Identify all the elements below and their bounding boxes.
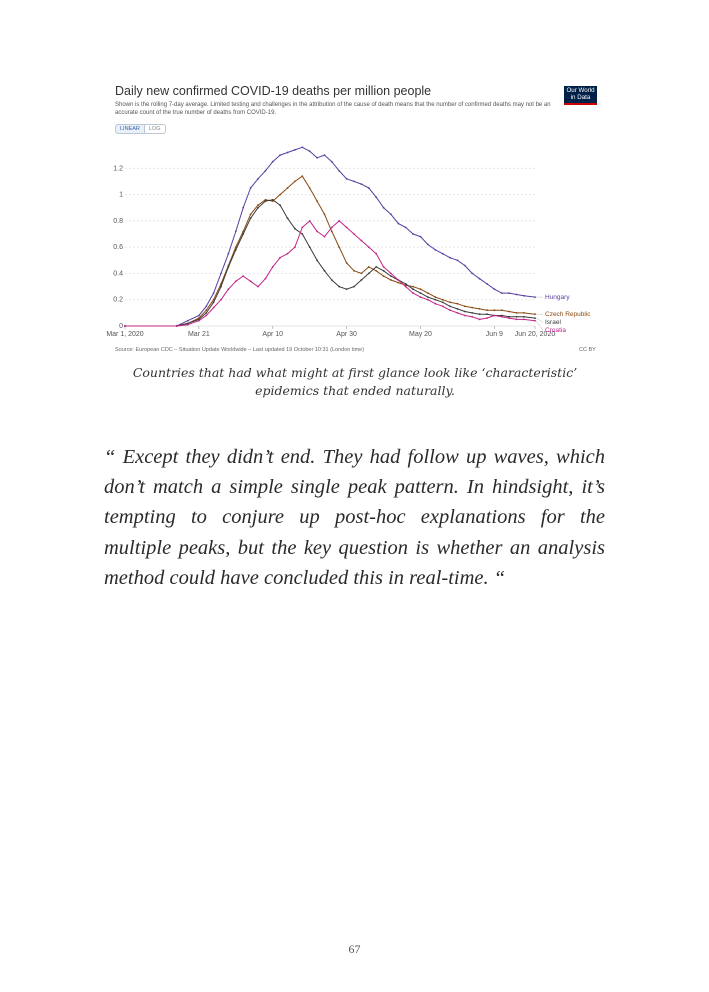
- data-point: [220, 286, 222, 288]
- data-point: [523, 319, 525, 321]
- linear-scale-button[interactable]: LINEAR: [115, 124, 145, 134]
- data-point: [213, 307, 215, 309]
- data-point: [338, 286, 340, 288]
- legend-connector: [536, 318, 543, 322]
- x-tick-label: Jun 9: [485, 331, 503, 338]
- y-tick-label: 0.6: [113, 244, 123, 252]
- data-point: [368, 187, 370, 189]
- data-point: [220, 273, 222, 275]
- data-point: [523, 316, 525, 318]
- data-point: [301, 146, 303, 148]
- data-point: [523, 295, 525, 297]
- data-point: [331, 279, 333, 281]
- data-point: [471, 316, 473, 318]
- data-point: [228, 288, 230, 290]
- data-point: [294, 228, 296, 230]
- data-point: [457, 303, 459, 305]
- data-point: [464, 315, 466, 317]
- data-point: [375, 270, 377, 272]
- data-point: [471, 307, 473, 309]
- data-point: [534, 317, 536, 319]
- x-tick-label: Apr 10: [262, 331, 284, 338]
- data-point: [353, 286, 355, 288]
- data-point: [516, 294, 518, 296]
- data-point: [361, 240, 363, 242]
- legend-label-croatia: Croatia: [545, 327, 566, 335]
- x-tick-label: May 20: [409, 331, 432, 338]
- data-point: [427, 292, 429, 294]
- data-point: [494, 309, 496, 311]
- data-point: [324, 154, 326, 156]
- data-point: [508, 317, 510, 319]
- data-point: [250, 213, 252, 215]
- data-point: [250, 280, 252, 282]
- data-point: [486, 283, 488, 285]
- data-point: [257, 207, 259, 209]
- data-point: [316, 231, 318, 233]
- data-point: [205, 315, 207, 317]
- data-point: [442, 253, 444, 255]
- data-point: [486, 313, 488, 315]
- data-point: [501, 292, 503, 294]
- chart-license[interactable]: CC BY: [579, 347, 596, 353]
- data-point: [390, 279, 392, 281]
- data-point: [508, 292, 510, 294]
- data-point: [412, 233, 414, 235]
- data-point: [309, 246, 311, 248]
- data-point: [457, 312, 459, 314]
- y-tick-label: 0.8: [113, 217, 123, 225]
- data-point: [442, 305, 444, 307]
- data-point: [464, 265, 466, 267]
- data-point: [279, 257, 281, 259]
- data-point: [486, 317, 488, 319]
- figure-caption: Countries that had what might at first glance look like ‘characteristic’ epidemics that ended naturally.: [132, 365, 578, 398]
- legend-label-czech-republic: Czech Republic: [545, 311, 591, 319]
- chart-source: Source: European CDC – Situation Update Worldwide – Last updated 19 October 10:31 (London time): [115, 347, 365, 353]
- data-point: [228, 253, 230, 255]
- data-point: [368, 246, 370, 248]
- owid-logo: Our World in Data: [564, 86, 597, 105]
- data-point: [375, 253, 377, 255]
- data-point: [464, 305, 466, 307]
- data-point: [501, 316, 503, 318]
- data-point: [176, 325, 178, 327]
- y-tick-label: 0: [119, 323, 123, 330]
- data-point: [361, 279, 363, 281]
- data-point: [457, 259, 459, 261]
- data-point: [390, 213, 392, 215]
- data-point: [508, 311, 510, 313]
- data-point: [420, 292, 422, 294]
- data-point: [375, 266, 377, 268]
- chart-figure: [105, 84, 605, 359]
- data-point: [383, 275, 385, 277]
- data-point: [338, 170, 340, 172]
- chart-title: Daily new confirmed COVID-19 deaths per million people: [115, 84, 432, 98]
- data-point: [479, 308, 481, 310]
- data-point: [449, 301, 451, 303]
- data-point: [534, 313, 536, 315]
- data-point: [331, 227, 333, 229]
- scale-toggle: [115, 124, 166, 134]
- data-point: [324, 270, 326, 272]
- data-point: [294, 149, 296, 151]
- data-point: [427, 296, 429, 298]
- data-point: [383, 207, 385, 209]
- x-tick-label: Mar 1, 2020: [106, 331, 144, 338]
- data-point: [375, 196, 377, 198]
- y-tick-label: 0.4: [113, 270, 123, 278]
- data-point: [353, 181, 355, 183]
- y-tick-label: 0.2: [113, 296, 123, 304]
- data-point: [220, 299, 222, 301]
- data-point: [479, 278, 481, 280]
- data-point: [523, 312, 525, 314]
- data-point: [309, 220, 311, 222]
- series-line-czech-republic: [125, 176, 535, 326]
- data-point: [427, 299, 429, 301]
- legend-connector: [536, 321, 543, 330]
- data-point: [287, 152, 289, 154]
- quote-paragraph: “ Except they didn’t end. They had follow up waves, which don’t match a simple single peak pattern. In hindsight, it’s tempting to conjure up post-hoc explanations for the multiple peaks, but the key question is whether an analysis method could have concluded this in real-time. “: [104, 446, 605, 589]
- data-point: [205, 309, 207, 311]
- data-point: [420, 236, 422, 238]
- log-scale-button[interactable]: LOG: [145, 124, 166, 134]
- data-point: [272, 161, 274, 163]
- data-point: [412, 286, 414, 288]
- y-tick-label: 1.2: [113, 165, 123, 173]
- data-point: [516, 316, 518, 318]
- data-point: [449, 257, 451, 259]
- data-point: [534, 320, 536, 322]
- series-line-israel: [125, 200, 535, 326]
- data-point: [205, 312, 207, 314]
- page-number: 67: [348, 942, 361, 956]
- data-point: [434, 299, 436, 301]
- data-point: [346, 288, 348, 290]
- data-point: [265, 200, 267, 202]
- data-point: [257, 204, 259, 206]
- data-point: [287, 187, 289, 189]
- data-point: [457, 308, 459, 310]
- data-point: [516, 312, 518, 314]
- data-point: [324, 213, 326, 215]
- data-point: [265, 170, 267, 172]
- data-point: [368, 266, 370, 268]
- data-point: [464, 311, 466, 313]
- data-point: [494, 315, 496, 317]
- data-point: [331, 231, 333, 233]
- data-point: [486, 309, 488, 311]
- data-point: [516, 319, 518, 321]
- data-point: [242, 233, 244, 235]
- data-point: [198, 320, 200, 322]
- data-point: [368, 273, 370, 275]
- data-point: [250, 187, 252, 189]
- data-point: [405, 227, 407, 229]
- data-point: [301, 175, 303, 177]
- data-point: [250, 217, 252, 219]
- data-point: [213, 292, 215, 294]
- data-point: [235, 231, 237, 233]
- series-line-hungary: [125, 147, 535, 326]
- data-point: [427, 244, 429, 246]
- data-point: [287, 253, 289, 255]
- data-point: [301, 227, 303, 229]
- legend-label-hungary: Hungary: [545, 294, 570, 302]
- chart-subtitle: Shown is the rolling 7-day average. Limited testing and challenges in the attribution of the cause of death means that the number of confirmed deaths may not be an accurate count of the true number of deaths from COVID-19.: [115, 102, 551, 116]
- data-point: [449, 309, 451, 311]
- legend-label-israel: Israel: [545, 319, 561, 327]
- data-point: [279, 154, 281, 156]
- data-point: [235, 280, 237, 282]
- data-point: [124, 325, 126, 327]
- y-tick-label: 1: [119, 191, 123, 199]
- data-point: [442, 299, 444, 301]
- data-point: [316, 157, 318, 159]
- data-point: [420, 296, 422, 298]
- data-point: [397, 279, 399, 281]
- data-point: [301, 233, 303, 235]
- data-point: [346, 178, 348, 180]
- data-point: [198, 315, 200, 317]
- data-point: [501, 309, 503, 311]
- data-point: [187, 320, 189, 322]
- data-point: [294, 181, 296, 183]
- data-point: [338, 246, 340, 248]
- data-point: [228, 266, 230, 268]
- data-point: [479, 313, 481, 315]
- data-point: [242, 275, 244, 277]
- data-point: [412, 288, 414, 290]
- data-point: [257, 286, 259, 288]
- data-point: [434, 303, 436, 305]
- data-point: [257, 178, 259, 180]
- x-tick-label: Apr 30: [336, 331, 357, 338]
- data-point: [205, 305, 207, 307]
- x-tick-label: Mar 21: [187, 331, 210, 338]
- data-point: [235, 249, 237, 251]
- data-point: [412, 292, 414, 294]
- data-point: [405, 286, 407, 288]
- data-point: [449, 305, 451, 307]
- data-point: [361, 183, 363, 185]
- data-point: [353, 233, 355, 235]
- data-point: [383, 270, 385, 272]
- data-point: [279, 204, 281, 206]
- data-point: [309, 187, 311, 189]
- data-point: [442, 301, 444, 303]
- data-point: [346, 262, 348, 264]
- data-point: [316, 259, 318, 261]
- data-point: [390, 273, 392, 275]
- data-point: [242, 207, 244, 209]
- data-point: [324, 236, 326, 238]
- data-point: [309, 150, 311, 152]
- data-point: [471, 312, 473, 314]
- data-point: [187, 324, 189, 326]
- data-point: [397, 282, 399, 284]
- data-point: [279, 194, 281, 196]
- data-point: [287, 217, 289, 219]
- data-point: [361, 273, 363, 275]
- data-point: [213, 301, 215, 303]
- data-point: [346, 227, 348, 229]
- data-point: [397, 223, 399, 225]
- data-point: [420, 288, 422, 290]
- data-point: [405, 283, 407, 285]
- data-point: [316, 200, 318, 202]
- x-tick-label: Jun 20, 2020: [514, 331, 556, 338]
- data-point: [383, 266, 385, 268]
- data-point: [338, 220, 340, 222]
- data-point: [471, 273, 473, 275]
- chart-canvas: [105, 84, 605, 359]
- data-point: [434, 249, 436, 251]
- data-point: [272, 266, 274, 268]
- data-point: [265, 278, 267, 280]
- data-point: [434, 296, 436, 298]
- data-point: [272, 199, 274, 201]
- data-point: [479, 319, 481, 321]
- data-point: [390, 275, 392, 277]
- data-point: [331, 161, 333, 163]
- data-point: [494, 288, 496, 290]
- data-point: [353, 270, 355, 272]
- data-point: [534, 296, 536, 298]
- data-point: [294, 246, 296, 248]
